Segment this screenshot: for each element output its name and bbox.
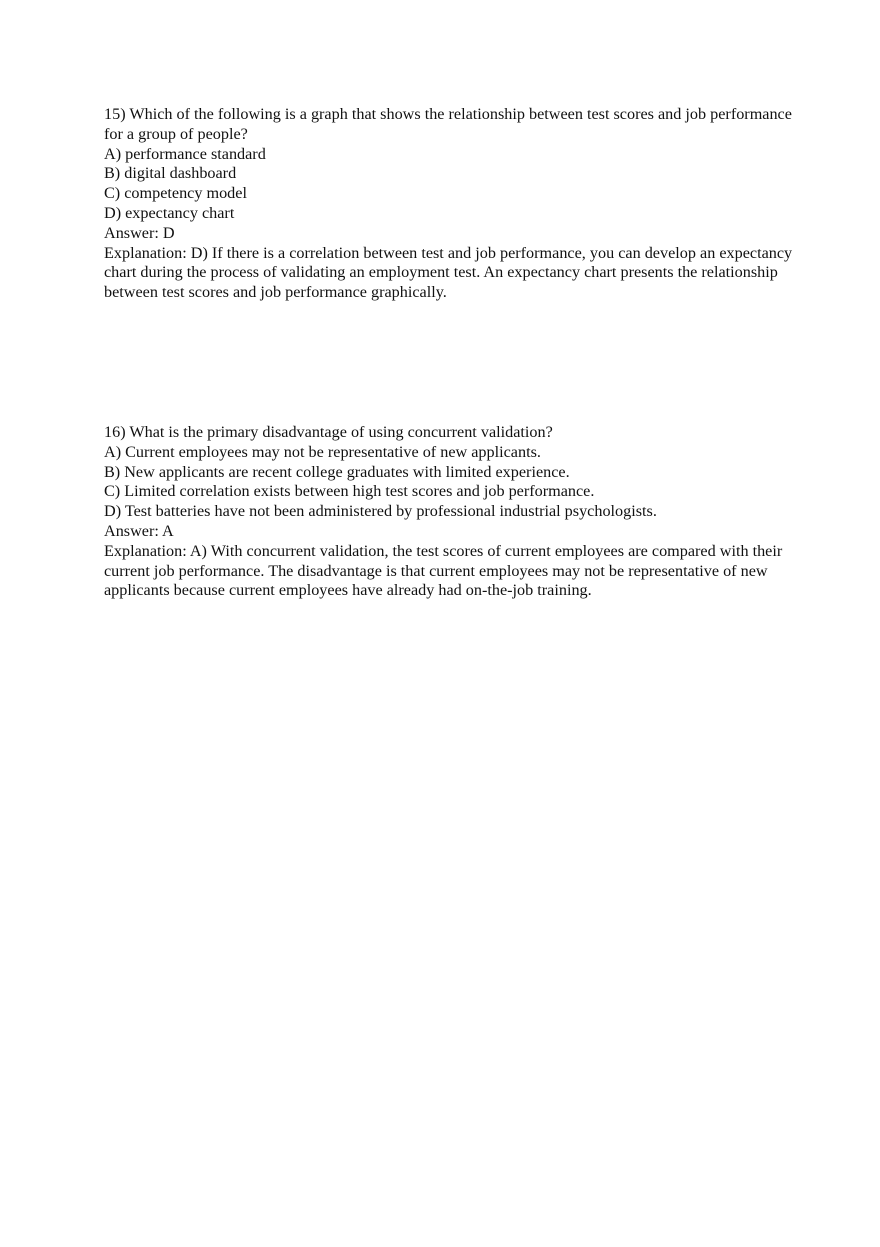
option-a: A) Current employees may not be representative of new applicants. xyxy=(104,442,541,461)
option-c: C) competency model xyxy=(104,184,247,203)
answer-line: Answer: D xyxy=(104,223,175,242)
option-b: B) New applicants are recent college graduates with limited experience. xyxy=(104,462,570,481)
question-stem: 15) Which of the following is a graph that shows the relationship between test scores and job performance for a group of people? xyxy=(104,105,792,143)
answer-options xyxy=(104,145,794,224)
explanation-text: Explanation: D) If there is a correlation between test and job performance, you can develop an expectancy chart during the process of validating an employment test. An expectancy chart presents the relationship between test scores and job performance graphically. xyxy=(104,243,793,302)
option-c: C) Limited correlation exists between high test scores and job performance. xyxy=(104,482,595,501)
answer-line: Answer: A xyxy=(104,521,174,540)
answer-options xyxy=(104,443,794,522)
option-d: D) Test batteries have not been administered by professional industrial psychologists. xyxy=(104,502,657,521)
question-stem: 16) What is the primary disadvantage of using concurrent validation? xyxy=(104,423,553,441)
question-15 xyxy=(104,105,794,303)
option-a: A) performance standard xyxy=(104,144,266,163)
question-16 xyxy=(104,423,794,601)
explanation-text: Explanation: A) With concurrent validation, the test scores of current employees are compared with their current job performance. The disadvantage is that current employees may not be representative of new applicants because current employees have already had on-the-job training. xyxy=(104,541,783,600)
option-b: B) digital dashboard xyxy=(104,164,237,183)
option-d: D) expectancy chart xyxy=(104,203,235,222)
